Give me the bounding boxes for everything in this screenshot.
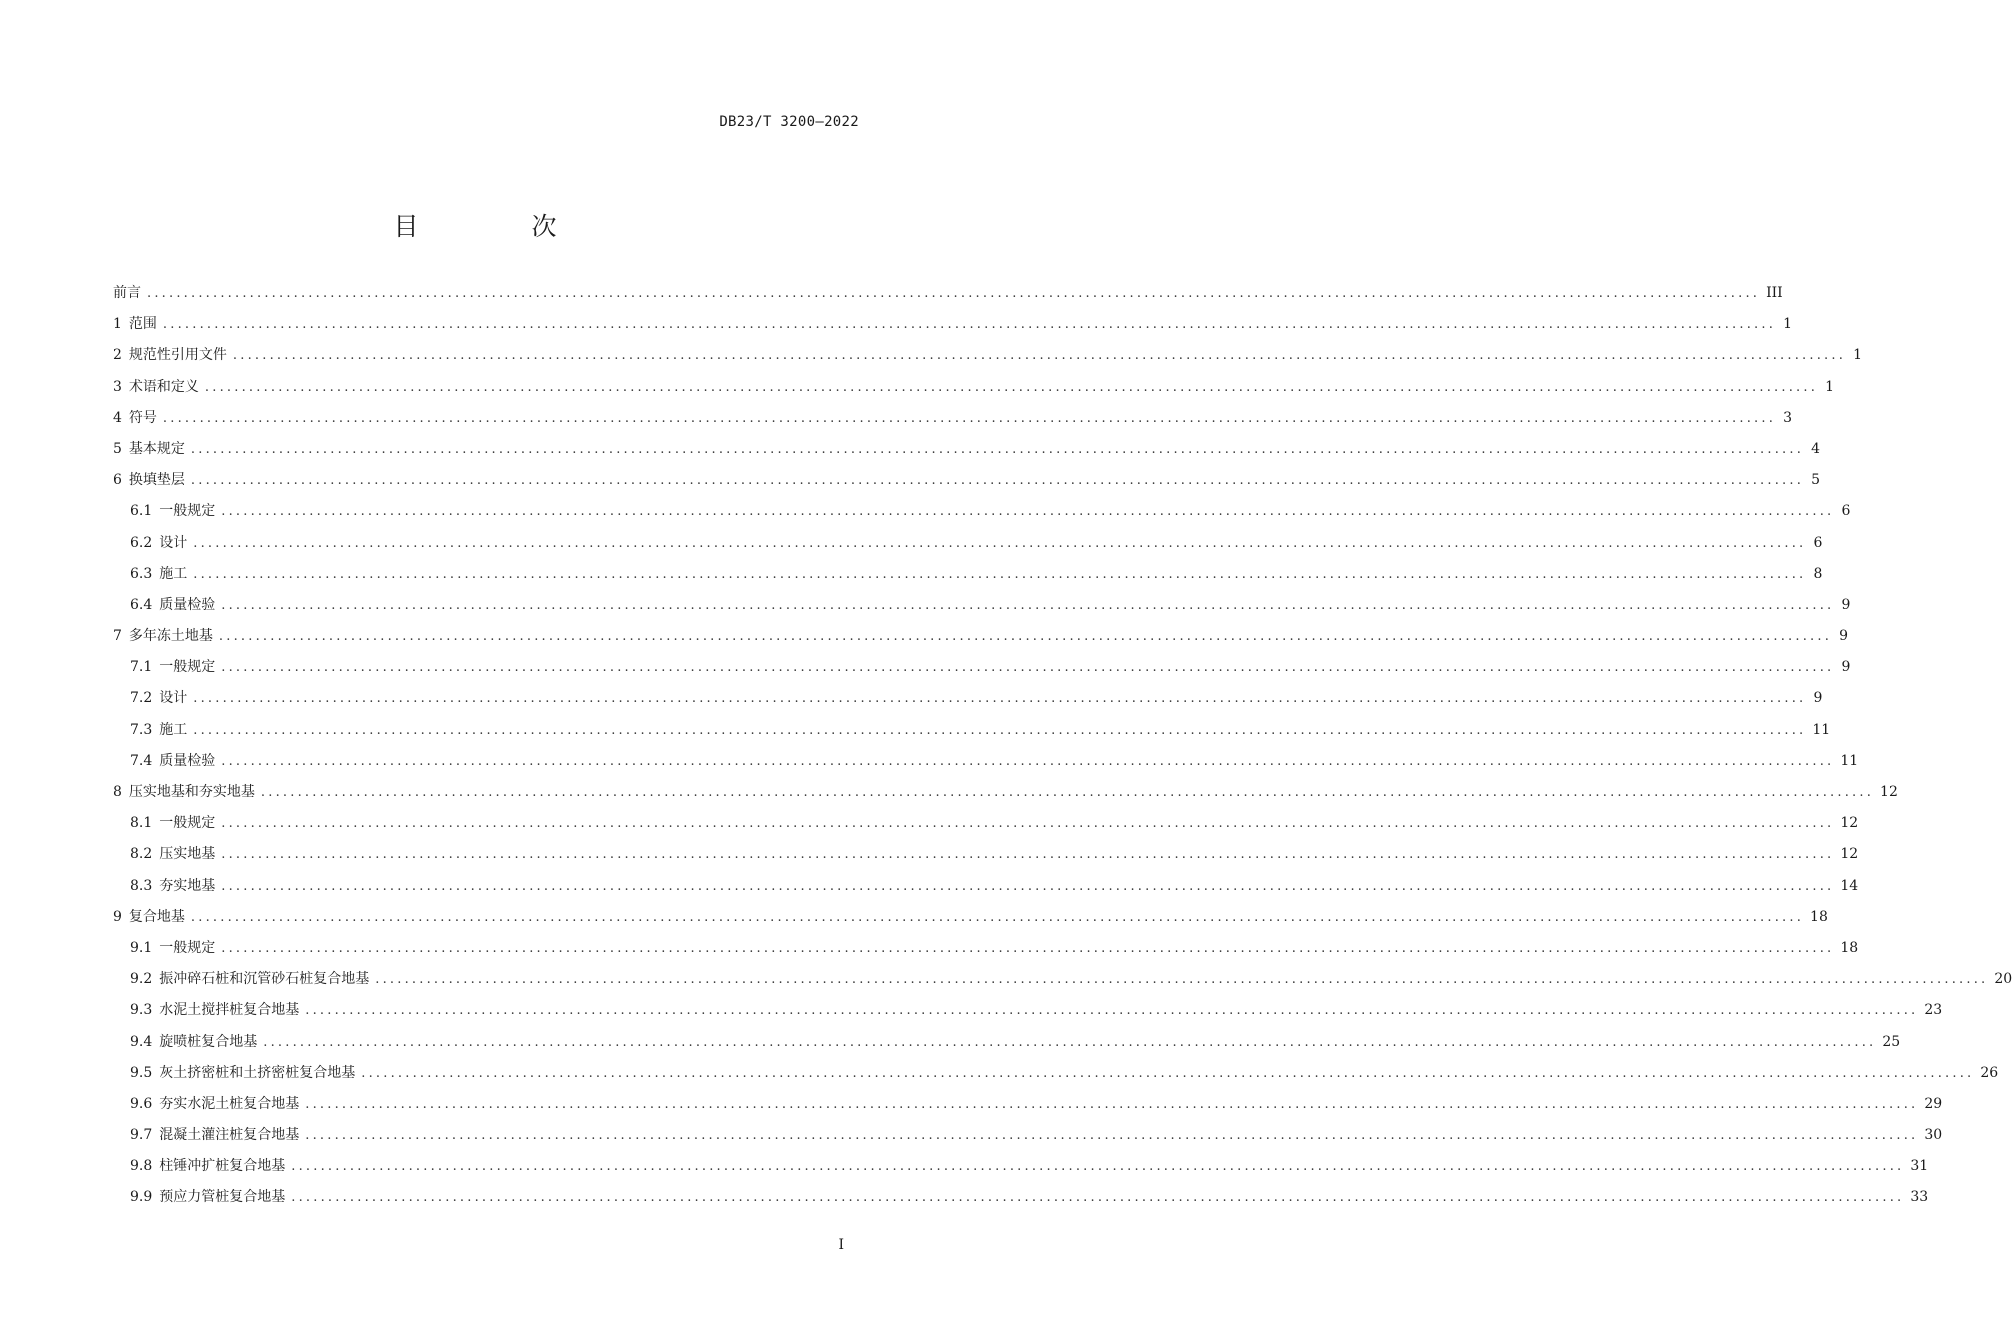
toc-entry[interactable] (113, 906, 1828, 937)
toc-dot-leader: ............................................................................................................................................................................................................................ (221, 504, 1835, 520)
toc-entry[interactable] (113, 781, 1898, 812)
toc-dot-leader: ............................................................................................................................................................................................................................ (375, 972, 1989, 988)
toc-entry-page: 23 (1924, 1002, 1943, 1019)
toc-entry-label: 规范性引用文件 (128, 347, 227, 364)
toc-entry[interactable] (113, 843, 1859, 874)
toc-entry-label: 一般规定 (159, 503, 216, 520)
toc-dot-leader: ............................................................................................................................................................................................................................ (147, 286, 1761, 301)
toc-entry[interactable] (113, 282, 1783, 313)
toc-dot-leader: ............................................................................................................................................................................................................................ (193, 691, 1807, 707)
toc-entry-page: 12 (1840, 815, 1859, 832)
toc-entry-page: 9 (1813, 690, 1823, 707)
toc-dot-leader: ............................................................................................................................................................................................................................ (193, 566, 1807, 582)
toc-entry-label: 复合地基 (128, 908, 185, 925)
toc-entry[interactable] (113, 594, 1851, 625)
toc-entry-page: 14 (1840, 877, 1859, 894)
toc-entry-number: 9.6 (130, 1095, 153, 1112)
toc-entry-label: 施工 (159, 721, 188, 738)
toc-entry[interactable] (113, 563, 1823, 594)
toc-entry-label: 旋喷桩复合地基 (159, 1033, 258, 1050)
toc-entry-page: 8 (1813, 565, 1823, 582)
toc-entry-page: 1 (1783, 316, 1793, 333)
standard-code: DB23/T 3200—2022 (719, 114, 859, 130)
toc-entry-label: 预应力管桩复合地基 (159, 1189, 286, 1206)
toc-entry[interactable] (113, 999, 1943, 1030)
toc-dot-leader: ............................................................................................................................................................................................................................ (361, 1065, 1975, 1081)
toc-entry-page: 9 (1839, 628, 1849, 645)
toc-entry[interactable] (113, 937, 1859, 968)
toc-entry-number: 7 (113, 628, 122, 645)
toc-entry[interactable] (113, 469, 1821, 500)
toc-entry[interactable] (113, 812, 1859, 843)
toc-entry-page: 6 (1813, 534, 1823, 551)
toc-entry-number: 9.8 (130, 1158, 153, 1175)
toc-dot-leader: ............................................................................................................................................................................................................................ (221, 847, 1835, 863)
toc-entry-label: 振冲碎石桩和沉管砂石桩复合地基 (159, 971, 370, 988)
toc-entry[interactable] (113, 750, 1859, 781)
toc-entry[interactable] (113, 719, 1831, 750)
toc-entry-number: 7.4 (130, 752, 153, 769)
toc-entry-label: 压实地基 (159, 846, 216, 863)
toc-entry-label: 压实地基和夯实地基 (128, 784, 255, 800)
toc-entry[interactable] (113, 687, 1823, 718)
toc-entry-number: 6 (113, 472, 122, 489)
toc-entry-page: 25 (1882, 1033, 1901, 1050)
toc-entry-number: 9.1 (130, 939, 153, 956)
toc-entry-label: 灰土挤密桩和土挤密桩复合地基 (159, 1064, 356, 1081)
toc-entry-page: 31 (1910, 1158, 1929, 1175)
toc-entry-label: 夯实地基 (159, 877, 216, 894)
toc-dot-leader: ............................................................................................................................................................................................................................ (193, 722, 1807, 738)
toc-entry-page: 9 (1841, 596, 1851, 613)
toc-dot-leader: ............................................................................................................................................................................................................................ (204, 379, 1819, 395)
toc-entry-label: 前言 (113, 285, 141, 301)
toc-dot-leader: ............................................................................................................................................................................................................................ (162, 410, 1777, 426)
toc-dot-leader: ............................................................................................................................................................................................................................ (221, 597, 1835, 613)
toc-entry-page: 6 (1841, 503, 1851, 520)
toc-entry-page: 11 (1840, 752, 1859, 769)
toc-entry-page: 30 (1924, 1127, 1943, 1144)
toc-entry[interactable] (113, 532, 1823, 563)
toc-entry-page: 26 (1980, 1064, 1999, 1081)
toc-dot-leader: ............................................................................................................................................................................................................................ (232, 348, 1847, 364)
toc-entry-number: 9.4 (130, 1033, 153, 1050)
footer-page-number: I (838, 1237, 844, 1253)
toc-entry-label: 柱锤冲扩桩复合地基 (159, 1158, 286, 1175)
toc-dot-leader: ............................................................................................................................................................................................................................ (291, 1159, 1905, 1175)
toc-entry-page: 20 (1994, 971, 2012, 988)
page-title: 目 次 (393, 212, 601, 241)
toc-entry-number: 9.2 (130, 971, 153, 988)
toc-dot-leader: ............................................................................................................................................................................................................................ (291, 1190, 1905, 1206)
toc-entry-number: 7.1 (130, 659, 153, 676)
toc-entry-number: 9 (113, 908, 122, 925)
table-of-contents (113, 282, 2012, 1218)
toc-entry-label: 设计 (159, 690, 188, 707)
toc-entry[interactable] (113, 1155, 1929, 1186)
toc-dot-leader: ............................................................................................................................................................................................................................ (305, 1003, 1919, 1019)
toc-dot-leader: ............................................................................................................................................................................................................................ (162, 317, 1777, 333)
toc-entry[interactable] (113, 438, 1821, 469)
toc-dot-leader: ............................................................................................................................................................................................................................ (190, 909, 1805, 925)
toc-entry[interactable] (113, 625, 1849, 656)
toc-entry-label: 一般规定 (159, 815, 216, 832)
toc-entry-number: 9.9 (130, 1189, 153, 1206)
toc-entry-label: 范围 (128, 316, 157, 333)
toc-entry-number: 8.2 (130, 846, 153, 863)
toc-dot-leader: ............................................................................................................................................................................................................................ (305, 1128, 1919, 1144)
toc-entry-label: 夯实水泥土桩复合地基 (159, 1095, 300, 1112)
toc-entry-label: 设计 (159, 534, 188, 551)
toc-entry-number: 4 (113, 409, 122, 426)
toc-dot-leader: ............................................................................................................................................................................................................................ (190, 441, 1805, 457)
toc-entry[interactable] (113, 1031, 1901, 1062)
toc-entry-label: 多年冻土地基 (128, 628, 213, 645)
toc-entry-number: 9.3 (130, 1002, 153, 1019)
toc-entry-page: 29 (1924, 1095, 1943, 1112)
toc-entry-label: 质量检验 (159, 596, 216, 613)
toc-entry-page: 1 (1853, 347, 1863, 364)
toc-entry-page: 3 (1783, 409, 1793, 426)
toc-entry[interactable] (113, 313, 1793, 344)
toc-entry-page: 12 (1840, 846, 1859, 863)
toc-entry-page: 11 (1812, 721, 1831, 738)
toc-entry-label: 质量检验 (159, 752, 216, 769)
toc-entry-page: 18 (1840, 939, 1859, 956)
toc-dot-leader: ............................................................................................................................................................................................................................ (193, 535, 1807, 551)
toc-dot-leader: ............................................................................................................................................................................................................................ (221, 940, 1835, 956)
toc-entry[interactable] (113, 407, 1793, 438)
toc-entry-page: 12 (1880, 784, 1898, 800)
toc-entry-label: 水泥土搅拌桩复合地基 (159, 1002, 300, 1019)
toc-entry-number: 8 (113, 784, 122, 800)
toc-dot-leader: ............................................................................................................................................................................................................................ (218, 629, 1833, 645)
toc-entry-number: 6.1 (130, 503, 153, 520)
toc-entry-page: 18 (1810, 908, 1828, 925)
toc-entry-number: 1 (113, 316, 122, 333)
toc-entry-number: 6.2 (130, 534, 153, 551)
toc-entry[interactable] (113, 376, 1835, 407)
toc-dot-leader: ............................................................................................................................................................................................................................ (260, 785, 1875, 800)
toc-entry-number: 9.7 (130, 1127, 153, 1144)
toc-entry[interactable] (113, 1062, 1999, 1093)
toc-dot-leader: ............................................................................................................................................................................................................................ (305, 1096, 1919, 1112)
toc-dot-leader: ............................................................................................................................................................................................................................ (221, 878, 1835, 894)
toc-entry-label: 术语和定义 (128, 378, 199, 395)
toc-entry[interactable] (113, 968, 2012, 999)
toc-entry-number: 7.2 (130, 690, 153, 707)
toc-dot-leader: ............................................................................................................................................................................................................................ (221, 753, 1835, 769)
toc-entry-number: 8.3 (130, 877, 153, 894)
toc-entry-page: 4 (1811, 440, 1821, 457)
toc-entry-number: 2 (113, 347, 122, 364)
toc-entry-label: 基本规定 (128, 440, 185, 457)
toc-entry-label: 混凝土灌注桩复合地基 (159, 1127, 300, 1144)
toc-dot-leader: ............................................................................................................................................................................................................................ (263, 1034, 1877, 1050)
toc-entry-label: 符号 (128, 409, 157, 426)
toc-entry-page: III (1766, 285, 1783, 301)
toc-entry-number: 8.1 (130, 815, 153, 832)
toc-entry[interactable] (113, 1093, 1943, 1124)
toc-entry[interactable] (113, 1186, 1929, 1217)
toc-entry[interactable] (113, 656, 1851, 687)
toc-entry[interactable] (113, 344, 1863, 375)
toc-entry[interactable] (113, 875, 1859, 906)
toc-entry-number: 7.3 (130, 721, 153, 738)
toc-entry-label: 施工 (159, 565, 188, 582)
toc-entry-page: 33 (1910, 1189, 1929, 1206)
toc-dot-leader: ............................................................................................................................................................................................................................ (221, 660, 1835, 676)
toc-entry-label: 一般规定 (159, 939, 216, 956)
toc-entry[interactable] (113, 500, 1851, 531)
toc-entry-number: 6.3 (130, 565, 153, 582)
toc-entry-page: 5 (1811, 472, 1821, 489)
toc-entry-number: 5 (113, 440, 122, 457)
toc-entry-page: 1 (1825, 378, 1835, 395)
toc-entry[interactable] (113, 1124, 1943, 1155)
toc-dot-leader: ............................................................................................................................................................................................................................ (190, 473, 1805, 489)
toc-entry-number: 9.5 (130, 1064, 153, 1081)
toc-entry-label: 一般规定 (159, 659, 216, 676)
toc-entry-number: 3 (113, 378, 122, 395)
toc-dot-leader: ............................................................................................................................................................................................................................ (221, 816, 1835, 832)
toc-entry-page: 9 (1841, 659, 1851, 676)
toc-entry-label: 换填垫层 (128, 472, 185, 489)
toc-entry-number: 6.4 (130, 596, 153, 613)
